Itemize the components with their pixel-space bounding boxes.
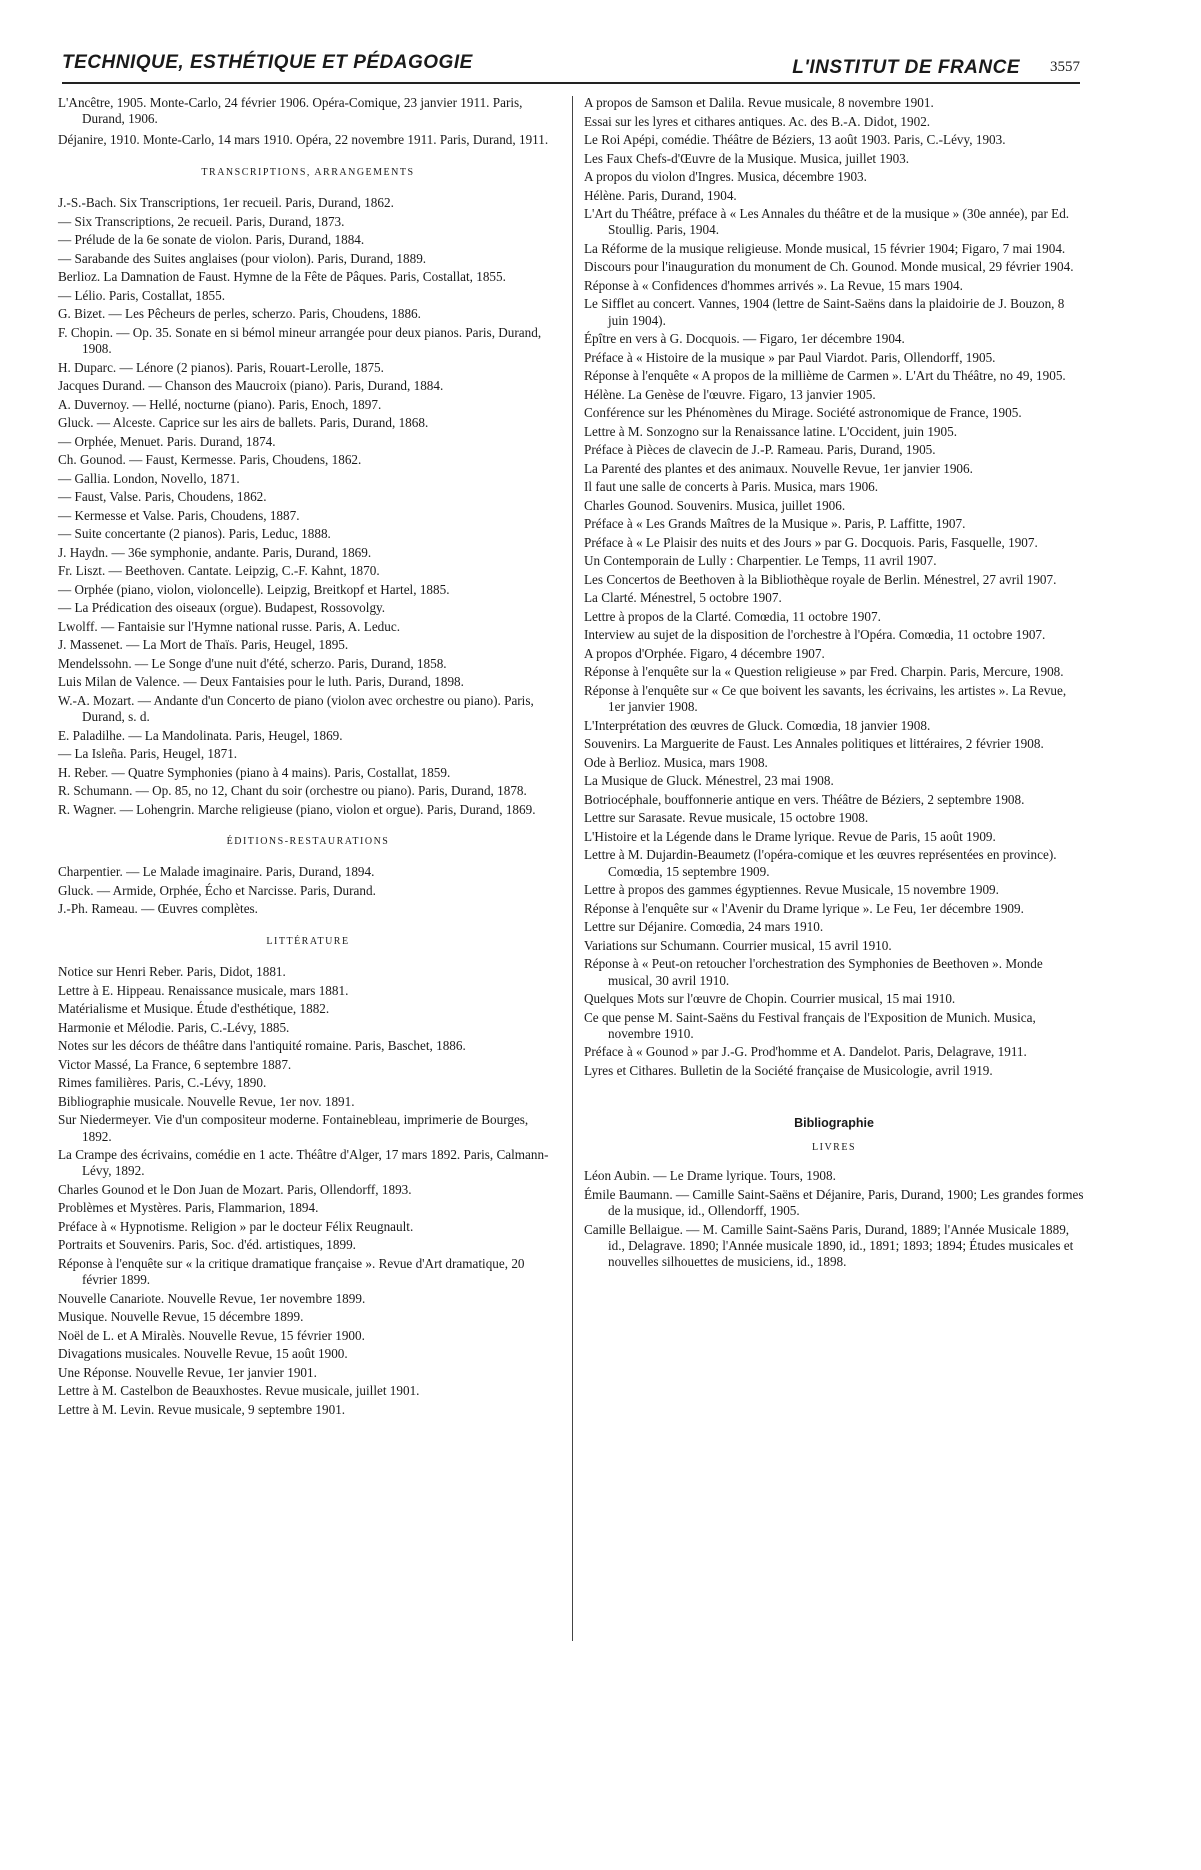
list-item: Lettre sur Déjanire. Comœdia, 24 mars 1910. [584, 919, 824, 935]
list-item: Gluck. — Alceste. Caprice sur les airs de ballets. Paris, Durand, 1868. [58, 415, 429, 431]
list-item: — Prélude de la 6e sonate de violon. Paris, Durand, 1884. [58, 232, 365, 248]
list-item: E. Paladilhe. — La Mandolinata. Paris, Heugel, 1869. [58, 727, 343, 743]
list-item: Noël de L. et A Miralès. Nouvelle Revue, 15 février 1900. [58, 1327, 365, 1343]
list-item: La Musique de Gluck. Ménestrel, 23 mai 1908. [584, 773, 834, 789]
list-item: J. Massenet. — La Mort de Thaïs. Paris, Heugel, 1895. [58, 637, 349, 653]
list-item: Le Roi Apépi, comédie. Théâtre de Béziers, 13 août 1903. Paris, C.-Lévy, 1903. [584, 132, 1006, 147]
list-item: Il faut une salle de concerts à Paris. Musica, mars 1906. [584, 479, 879, 495]
section-heading-bibliographie: Bibliographie [794, 1116, 874, 1131]
list-item: Déjanire, 1910. Monte-Carlo, 14 mars 1910. Opéra, 22 novembre 1911. Paris, Durand, 1911. [58, 132, 549, 148]
section-heading-litterature: LITTÉRATURE [266, 935, 350, 947]
page-number: 3557 [1050, 59, 1080, 75]
list-item: Réponse à l'enquête sur « l'Avenir du Drame lyrique ». Le Feu, 1er décembre 1909. [584, 900, 1024, 916]
list-item: Réponse à « Confidences d'hommes arrivés ». La Revue, 15 mars 1904. [584, 277, 963, 293]
list-item: Préface à « Les Grands Maîtres de la Musique ». Paris, P. Laffitte, 1907. [584, 516, 966, 532]
list-item: Problèmes et Mystères. Paris, Flammarion, 1894. [58, 1200, 319, 1216]
list-item: Matérialisme et Musique. Étude d'esthétique, 1882. [58, 1001, 330, 1017]
list-item: Préface à Pièces de clavecin de J.-P. Rameau. Paris, Durand, 1905. [584, 442, 936, 458]
list-item: Mendelssohn. — Le Songe d'une nuit d'été, scherzo. Paris, Durand, 1858. [58, 655, 447, 671]
list-item: R. Wagner. — Lohengrin. Marche religieuse (piano, violon et orgue). Paris, Durand, 1869. [58, 801, 536, 817]
list-item: — Suite concertante (2 pianos). Paris, Leduc, 1888. [58, 526, 331, 542]
right-column [584, 95, 1084, 1273]
list-item: — Lélio. Paris, Costallat, 1855. [58, 287, 226, 303]
intro-list [58, 95, 558, 149]
list-item: Émile Baumann. — Camille Saint-Saëns et Déjanire, Paris, Durand, 1900; Les grandes formes de la musique, id., Ollendorff, 1905. [584, 1186, 1084, 1219]
list-item: Sur Niedermeyer. Vie d'un compositeur moderne. Fontainebleau, imprimerie de Bourges, 1892. [58, 1112, 529, 1144]
list-item: Une Réponse. Nouvelle Revue, 1er janvier 1901. [58, 1364, 317, 1380]
list-item: Lettre à M. Castelbon de Beauxhostes. Revue musicale, juillet 1901. [58, 1383, 420, 1399]
list-item: Léon Aubin. — Le Drame lyrique. Tours, 1908. [584, 1168, 836, 1184]
list-item: Souvenirs. La Marguerite de Faust. Les Annales politiques et littéraires, 2 février 1908. [584, 736, 1044, 752]
list-item: Variations sur Schumann. Courrier musical, 15 avril 1910. [584, 937, 892, 953]
list-item: Lettre à M. Levin. Revue musicale, 9 septembre 1901. [58, 1401, 346, 1417]
list-item: Botriocéphale, bouffonnerie antique en vers. Théâtre de Béziers, 2 septembre 1908. [584, 791, 1025, 807]
list-item: Réponse à l'enquête « A propos de la millième de Carmen ». L'Art du Théâtre, no 49, 1905. [584, 368, 1066, 384]
list-item: Notice sur Henri Reber. Paris, Didot, 1881. [58, 964, 286, 980]
list-item: Musique. Nouvelle Revue, 15 décembre 1899. [58, 1309, 304, 1325]
list-item: Berlioz. La Damnation de Faust. Hymne de la Fête de Pâques. Paris, Costallat, 1855. [58, 269, 506, 285]
list-item: Victor Massé, La France, 6 septembre 1887. [58, 1056, 292, 1072]
list-item: Interview au sujet de la disposition de l'orchestre à l'Opéra. Comœdia, 11 octobre 1907. [584, 627, 1046, 643]
list-item: La Crampe des écrivains, comédie en 1 acte. Théâtre d'Alger, 17 mars 1892. Paris, Calmann-Lévy, 1892. [58, 1147, 549, 1179]
list-item: L'Ancêtre, 1905. Monte-Carlo, 24 février 1906. Opéra-Comique, 23 janvier 1911. Paris, Durand, 1906. [58, 95, 523, 127]
list-item: Ode à Berlioz. Musica, mars 1908. [584, 754, 768, 770]
list-item: Quelques Mots sur l'œuvre de Chopin. Courrier musical, 15 mai 1910. [584, 991, 956, 1007]
list-item: Fr. Liszt. — Beethoven. Cantate. Leipzig, C.-F. Kahnt, 1870. [58, 563, 380, 579]
list-item: Lettre à propos de la Clarté. Comœdia, 11 octobre 1907. [584, 608, 881, 624]
list-item: A propos du violon d'Ingres. Musica, décembre 1903. [584, 169, 867, 184]
list-item: Lettre à M. Sonzogno sur la Renaissance latine. L'Occident, juin 1905. [584, 423, 957, 439]
list-item: A propos de Samson et Dalila. Revue musicale, 8 novembre 1901. [584, 95, 934, 110]
list-item: La Réforme de la musique religieuse. Monde musical, 15 février 1904; Figaro, 7 mai 1904. [584, 240, 1066, 256]
section-heading-transcriptions: TRANSCRIPTIONS, ARRANGEMENTS [201, 166, 415, 178]
list-item: Le Sifflet au concert. Vannes, 1904 (lettre de Saint-Saëns dans la plaidoirie de J. Bouzon, 8 juin 1904). [584, 296, 1065, 328]
list-item: L'Art du Théâtre, préface à « Les Annales du théâtre et de la musique » (30e année), par Ed. Stoullig. Paris, 1904. [584, 206, 1070, 238]
list-item: Divagations musicales. Nouvelle Revue, 15 août 1900. [58, 1346, 348, 1362]
list-item: R. Schumann. — Op. 85, no 12, Chant du soir (orchestre ou piano). Paris, Durand, 1878. [58, 783, 527, 799]
list-item: Discours pour l'inauguration du monument de Ch. Gounod. Monde musical, 29 février 1904. [584, 259, 1074, 275]
list-item: G. Bizet. — Les Pêcheurs de perles, scherzo. Paris, Choudens, 1886. [58, 306, 421, 322]
list-item: — Kermesse et Valse. Paris, Choudens, 1887. [58, 507, 300, 523]
list-item: Hélène. La Genèse de l'œuvre. Figaro, 13 janvier 1905. [584, 386, 876, 402]
list-item: Lettre sur Sarasate. Revue musicale, 15 octobre 1908. [584, 810, 869, 826]
section-heading-editions: ÉDITIONS-RESTAURATIONS [226, 835, 390, 847]
list-item: J.-S.-Bach. Six Transcriptions, 1er recueil. Paris, Durand, 1862. [58, 195, 394, 211]
list-item: Hélène. Paris, Durand, 1904. [584, 187, 737, 203]
list-item: Épître en vers à G. Docquois. — Figaro, 1er décembre 1904. [584, 331, 905, 347]
list-item: — La Isleña. Paris, Heugel, 1871. [58, 746, 238, 762]
list-item: Jacques Durand. — Chanson des Maucroix (piano). Paris, Durand, 1884. [58, 378, 444, 394]
list-item: Préface à « Hypnotisme. Religion » par le docteur Félix Reugnault. [58, 1218, 414, 1234]
list-item: — Faust, Valse. Paris, Choudens, 1862. [58, 489, 267, 505]
section-heading-livres: LIVRES [812, 1141, 856, 1153]
list-item: La Parenté des plantes et des animaux. Nouvelle Revue, 1er janvier 1906. [584, 460, 973, 476]
list-item: Ch. Gounod. — Faust, Kermesse. Paris, Choudens, 1862. [58, 452, 362, 468]
list-item: W.-A. Mozart. — Andante d'un Concerto de piano (violon avec orchestre ou piano). Paris, Durand, s. d. [58, 692, 534, 725]
list-item: H. Reber. — Quatre Symphonies (piano à 4 mains). Paris, Costallat, 1859. [58, 764, 451, 780]
list-item: Réponse à l'enquête sur la « Question religieuse » par Fred. Charpin. Paris, Mercure, 1908. [584, 664, 1064, 680]
list-item: — Six Transcriptions, 2e recueil. Paris, Durand, 1873. [58, 213, 345, 229]
list-item: Lettre à E. Hippeau. Renaissance musicale, mars 1881. [58, 982, 349, 998]
transcriptions-list [58, 195, 558, 818]
list-item: Camille Bellaigue. — M. Camille Saint-Saëns Paris, Durand, 1889; l'Année Musicale 1889, id., Delagrave. 1890; l'Année musicale 1890, id., 1891; 1893; 1894; Études musicales et nouvelles silhouettes de musiciens, id., 1898. [584, 1221, 1074, 1270]
list-item: Nouvelle Canariote. Nouvelle Revue, 1er novembre 1899. [58, 1290, 366, 1306]
list-item: La Clarté. Ménestrel, 5 octobre 1907. [584, 590, 782, 606]
list-item: Lwolff. — Fantaisie sur l'Hymne national russe. Paris, A. Leduc. [58, 618, 401, 634]
list-item: — Orphée, Menuet. Paris. Durand, 1874. [58, 433, 276, 449]
list-item: J. Haydn. — 36e symphonie, andante. Paris, Durand, 1869. [58, 544, 372, 560]
list-item: Notes sur les décors de théâtre dans l'antiquité romaine. Paris, Baschet, 1886. [58, 1038, 466, 1054]
editions-list [58, 864, 558, 917]
list-item: — Sarabande des Suites anglaises (pour violon). Paris, Durand, 1889. [58, 250, 427, 266]
litterature-list [58, 964, 558, 1418]
page-header [62, 52, 1080, 86]
list-item: Préface à « Gounod » par J.-G. Prod'homme et A. Dandelot. Paris, Delagrave, 1911. [584, 1044, 1027, 1060]
list-item: A propos d'Orphée. Figaro, 4 décembre 1907. [584, 645, 825, 661]
header-rule [62, 82, 1080, 84]
header-left-title: TECHNIQUE, ESTHÉTIQUE ET PÉDAGOGIE [62, 52, 473, 73]
list-item: — Orphée (piano, violon, violoncelle). Leipzig, Breitkopf et Hartel, 1885. [58, 581, 450, 597]
list-item: — La Prédication des oiseaux (orgue). Budapest, Rossovolgy. [58, 600, 386, 616]
list-item: A. Duvernoy. — Hellé, nocturne (piano). Paris, Enoch, 1897. [58, 396, 382, 412]
list-item: Réponse à « Peut-on retoucher l'orchestration des Symphonies de Beethoven ». Monde musical, 30 avril 1910. [584, 956, 1043, 988]
list-item: Ce que pense M. Saint-Saëns du Festival français de l'Exposition de Munich. Musica, novembre 1910. [584, 1009, 1036, 1041]
list-item: J.-Ph. Rameau. — Œuvres complètes. [58, 901, 258, 917]
list-item: Portraits et Souvenirs. Paris, Soc. d'éd. artistiques, 1899. [58, 1237, 356, 1253]
list-item: Conférence sur les Phénomènes du Mirage. Société astronomique de France, 1905. [584, 405, 1022, 421]
list-item: Réponse à l'enquête sur « Ce que boivent les savants, les écrivains, les artistes ». La Revue, 1er janvier 1908. [584, 682, 1067, 715]
list-item: Charles Gounod. Souvenirs. Musica, juillet 1906. [584, 497, 846, 513]
litterature-cont-list [584, 95, 1084, 1079]
list-item: Charles Gounod et le Don Juan de Mozart. Paris, Ollendorff, 1893. [58, 1181, 412, 1197]
list-item: H. Duparc. — Lénore (2 pianos). Paris, Rouart-Lerolle, 1875. [58, 359, 384, 375]
list-item: Lettre à M. Dujardin-Beaumetz (l'opéra-comique et les œuvres représentées en province). Comœdia, 15 septembre 1909. [584, 847, 1057, 879]
list-item: Harmonie et Mélodie. Paris, C.-Lévy, 1885. [58, 1019, 290, 1035]
list-item: Les Concertos de Beethoven à la Bibliothèque royale de Berlin. Ménestrel, 27 avril 1907. [584, 571, 1057, 587]
left-column [58, 95, 558, 1420]
list-item: Réponse à l'enquête sur « la critique dramatique française ». Revue d'Art dramatique, 20 février 1899. [58, 1255, 525, 1288]
list-item: Luis Milan de Valence. — Deux Fantaisies pour le luth. Paris, Durand, 1898. [58, 674, 464, 690]
list-item: F. Chopin. — Op. 35. Sonate en si bémol mineur arrangée pour deux pianos. Paris, Durand, 1908. [58, 324, 542, 357]
list-item: Préface à « Histoire de la musique » par Paul Viardot. Paris, Ollendorff, 1905. [584, 349, 996, 365]
list-item: Préface à « Le Plaisir des nuits et des Jours » par G. Docquois. Paris, Fasquelle, 1907. [584, 534, 1038, 550]
list-item: Lettre à propos des gammes égyptiennes. Revue Musicale, 15 novembre 1909. [584, 882, 999, 898]
list-item: Rimes familières. Paris, C.-Lévy, 1890. [58, 1075, 267, 1091]
list-item: Essai sur les lyres et cithares antiques. Ac. des B.-A. Didot, 1902. [584, 113, 931, 129]
header-right-title: L'INSTITUT DE FRANCE [792, 57, 1020, 78]
list-item: Charpentier. — Le Malade imaginaire. Paris, Durand, 1894. [58, 864, 375, 880]
list-item: Lyres et Cithares. Bulletin de la Société française de Musicologie, avril 1919. [584, 1062, 993, 1078]
column-divider [572, 96, 573, 1641]
list-item: Gluck. — Armide, Orphée, Écho et Narcisse. Paris, Durand. [58, 882, 376, 898]
livres-list [584, 1168, 1084, 1271]
list-item: — Gallia. London, Novello, 1871. [58, 470, 240, 486]
list-item: Bibliographie musicale. Nouvelle Revue, 1er nov. 1891. [58, 1093, 355, 1109]
list-item: Un Contemporain de Lully : Charpentier. Le Temps, 11 avril 1907. [584, 553, 937, 569]
list-item: L'Histoire et la Légende dans le Drame lyrique. Revue de Paris, 15 août 1909. [584, 828, 996, 844]
list-item: Les Faux Chefs-d'Œuvre de la Musique. Musica, juillet 1903. [584, 150, 910, 166]
list-item: L'Interprétation des œuvres de Gluck. Comœdia, 18 janvier 1908. [584, 717, 931, 733]
